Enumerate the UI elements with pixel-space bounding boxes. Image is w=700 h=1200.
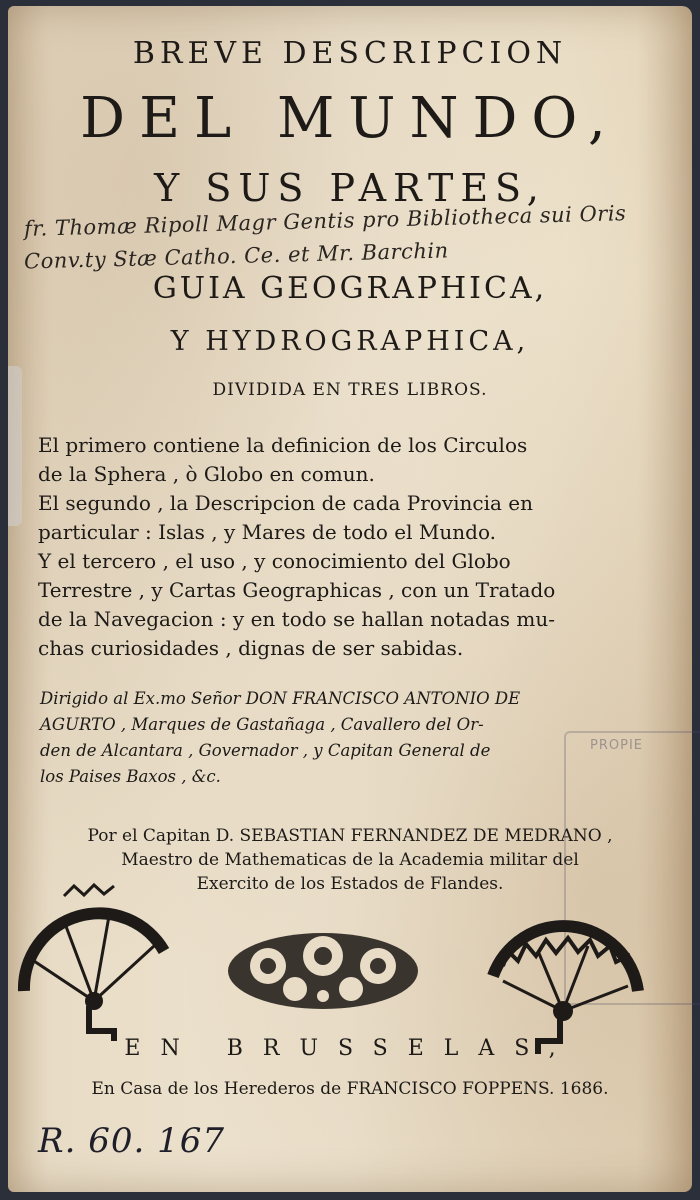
text-line: El primero contiene la definicion de los Circulos <box>38 433 528 457</box>
contents-description <box>38 431 618 663</box>
dedication-line: den de Alcantara , Governador , y Capitan General de <box>40 741 491 760</box>
text-line: particular : Islas , y Mares de todo el Mundo. <box>38 520 496 544</box>
text-line: Y el tercero , el uso , y conocimiento del Globo <box>38 549 511 573</box>
title-line-5: Y HYDROGRAPHICA, <box>170 326 530 357</box>
title-line-3: Y SUS PARTES, <box>154 166 546 210</box>
ownership-inscription-2: Conv.ty Stæ Catho. Ce. et Mr. Barchin <box>23 238 449 274</box>
text-line: de la Sphera , ò Globo en comun. <box>38 462 375 486</box>
author-line: Maestro de Mathematicas de la Academia militar del <box>121 850 579 870</box>
author-line: Por el Capitan D. SEBASTIAN FERNANDEZ DE MEDRANO , <box>87 826 613 846</box>
text-line: Terrestre , y Cartas Geographicas , con un Tratado <box>38 578 556 602</box>
author-line: Exercito de los Estados de Flandes. <box>196 874 504 894</box>
text-line: chas curiosidades , dignas de ser sabidas. <box>38 636 464 660</box>
dedication-line: AGURTO , Marques de Gastañaga , Cavallero del Or- <box>40 715 484 734</box>
quadrant-instrument-icon <box>478 896 648 1056</box>
dedication <box>40 686 620 790</box>
title-line-1: BREVE DESCRIPCION <box>132 36 568 71</box>
quadrant-instrument-icon <box>14 881 174 1041</box>
place-of-publication: EN BRUSSELAS, <box>124 1036 576 1061</box>
dedication-line: los Paises Baxos , &c. <box>40 767 221 786</box>
library-stamp-text: PROPIE <box>590 738 643 753</box>
book-three-paragraph <box>38 547 618 663</box>
title-line-6: DIVIDIDA EN TRES LIBROS. <box>212 380 488 400</box>
title-line-4: GUIA GEOGRAPHICA, <box>152 271 548 306</box>
imprint-line: En Casa de los Herederos de FRANCISCO FOPPENS. 1686. <box>91 1079 609 1099</box>
text-line: de la Navegacion : y en todo se hallan notadas mu- <box>38 607 555 631</box>
title-page <box>8 6 692 1192</box>
ownership-inscription-1: fr. Thomæ Ripoll Magr Gentis pro Bibliotheca sui Oris <box>23 201 627 241</box>
title-line-2: DEL MUNDO, <box>80 86 620 151</box>
shelfmark: R. 60. 167 <box>38 1121 225 1161</box>
text-line: El segundo , la Descripcion de cada Provincia en <box>38 491 534 515</box>
dedication-line: Dirigido al Ex.mo Señor DON FRANCISCO ANTONIO DE <box>40 689 521 708</box>
book-two-paragraph <box>38 489 618 547</box>
floral-ornament-icon <box>223 921 423 1016</box>
book-one-paragraph <box>38 431 618 489</box>
